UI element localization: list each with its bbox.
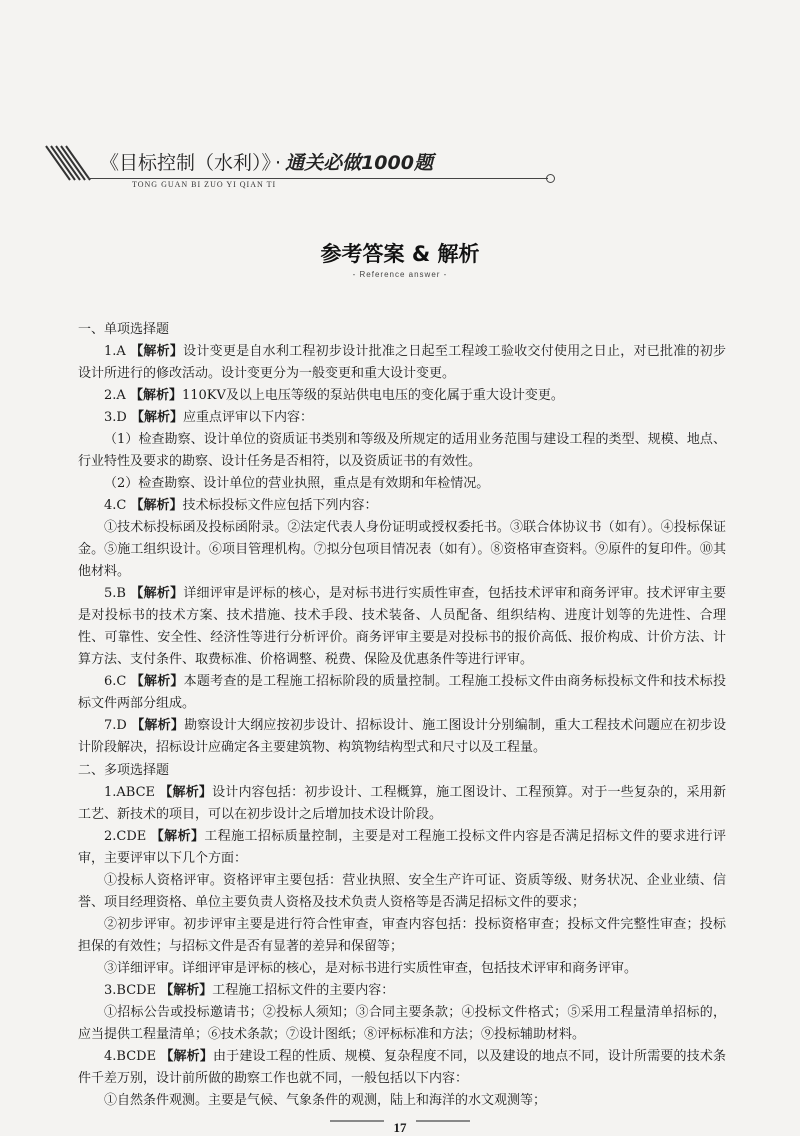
answer-paragraph: 3.BCDE 【解析】工程施工招标文件的主要内容： xyxy=(104,983,395,998)
answer-paragraph: 2.A 【解析】110KV及以上电压等级的泵站供电电压的变化属于重大设计变更。 xyxy=(104,388,564,403)
book-header xyxy=(40,140,560,190)
section-subtitle: - Reference answer - xyxy=(352,270,448,279)
section-heading-multiple-choice: 二、多项选择题 xyxy=(78,763,170,778)
title-separator: · xyxy=(275,152,282,174)
header-title xyxy=(100,148,433,175)
book-subtitle: 通关必做1000题 xyxy=(285,152,433,174)
answer-detail: （2）检查勘察、设计单位的营业执照，重点是有效期和年检情况。 xyxy=(104,476,490,491)
answer-paragraph: 1.A 【解析】设计变更是自水利工程初步设计批准之日起至工程竣工验收交付使用之日止，对已批准的初步设计所进行的修改活动。设计变更分为一般变更和重大设计变更。 xyxy=(78,344,726,381)
section-heading-single-choice: 一、单项选择题 xyxy=(78,322,170,337)
section-title: 参考答案 & 解析 xyxy=(320,242,480,266)
answer-detail: ①技术标投标函及投标函附录。②法定代表人身份证明或授权委托书。③联合体协议书（如有）。④投标保证金。⑤施工组织设计。⑥项目管理机构。⑦拟分包项目情况表（如有）。⑧资格审查资料。⑨原件的复印件。⑩其他材料。 xyxy=(78,520,726,579)
header-pinyin: TONG GUAN BI ZUO YI QIAN TI xyxy=(132,180,277,189)
answer-detail: ②初步评审。初步评审主要是进行符合性审查，审查内容包括：投标资格审查；投标文件完整性审查；投标担保的有效性；与招标文件是否有显著的差异和保留等； xyxy=(78,917,726,954)
answer-paragraph: 5.B 【解析】详细评审是评标的核心，是对标书进行实质性审查，包括技术评审和商务评审。技术评审主要是对投标书的技术方案、技术措施、技术手段、技术装备、人员配备、组织结构、进度计划等的先进性、合理性、可靠性、安全性、经济性等进行分析评价。商务评审主要是对投标书的报价高低、报价构成、计价方法、计算方法、支付条件、取费标准、价格调整、税费、保险及优惠条件等进行评审。 xyxy=(78,586,726,667)
answer-paragraph: 7.D 【解析】勘察设计大纲应按初步设计、招标设计、施工图设计分别编制，重大工程技术问题应在初步设计阶段解决，招标设计应确定各主要建筑物、构筑物结构型式和尺寸以及工程量。 xyxy=(78,718,726,755)
page-number: 17 xyxy=(384,1120,416,1136)
answer-detail: ①招标公告或投标邀请书；②投标人须知；③合同主要条款；④投标文件格式；⑤采用工程量清单招标的，应当提供工程量清单；⑥技术条款；⑦设计图纸；⑧评标标准和方法；⑨投标辅助材料。 xyxy=(78,1005,726,1042)
answer-paragraph: 2.CDE 【解析】工程施工招标质量控制，主要是对工程施工投标文件内容是否满足招标文件的要求进行评审，主要评审以下几个方面： xyxy=(78,829,726,866)
answer-paragraph: 1.ABCE 【解析】设计内容包括：初步设计、工程概算，施工图设计、工程预算。对于一些复杂的，采用新工艺、新技术的项目，可以在初步设计之后增加技术设计阶段。 xyxy=(78,785,726,822)
answer-detail: ①投标人资格评审。资格评审主要包括：营业执照、安全生产许可证、资质等级、财务状况、企业业绩、信誉、项目经理资格、单位主要负责人资格及技术负责人资格等是否满足招标文件的要求； xyxy=(78,873,726,910)
header-dot-icon xyxy=(546,174,555,183)
answer-paragraph: 6.C 【解析】本题考查的是工程施工招标阶段的质量控制。工程施工投标文件由商务标投标文件和技术标投标文件两部分组成。 xyxy=(78,674,726,711)
answer-paragraph: 4.BCDE 【解析】由于建设工程的性质、规模、复杂程度不同，以及建设的地点不同，设计所需要的技术条件千差万别，设计前所做的勘察工作也就不同，一般包括以下内容： xyxy=(78,1049,726,1086)
book-title: 《目标控制（水利）》 xyxy=(100,152,272,174)
answer-detail: （1）检查勘察、设计单位的资质证书类别和等级及所规定的适用业务范围与建设工程的类型、规模、地点、行业特性及要求的勘察、设计任务是否相符，以及资质证书的有效性。 xyxy=(78,432,726,469)
answer-paragraph: 3.D 【解析】应重点评审以下内容： xyxy=(104,410,313,425)
answer-detail: ③详细评审。详细评审是评标的核心，是对标书进行实质性审查，包括技术评审和商务评审。 xyxy=(104,961,638,976)
header-rule xyxy=(88,178,548,179)
answer-detail: ①自然条件观测。主要是气候、气象条件的观测，陆上和海洋的水文观测等； xyxy=(104,1093,547,1108)
page-footer xyxy=(330,1112,470,1135)
answer-paragraph: 4.C 【解析】技术标投标文件应包括下列内容： xyxy=(104,498,378,513)
answer-content xyxy=(78,318,726,1112)
